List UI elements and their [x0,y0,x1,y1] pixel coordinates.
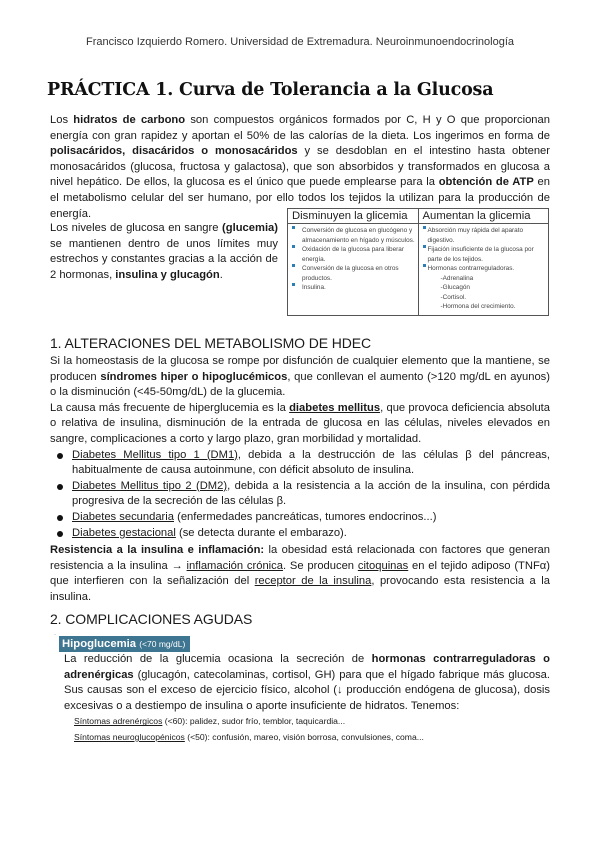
hypoglycemia-paragraph: La reducción de la glucemia ocasiona la secreción de hormonas contrarreguladoras o adrenérgicas (glucagón, catecolaminas, cortisol, GH) para que el hígado fabrique más glucosa. Sus causas son el exceso de ejercicio físico, alcohol (↓ producción endógena de glucosa), dosis excesivas o a destiempo de insulina o aporte insuficiente de hidratos. Tenemos: [64,653,550,712]
hypoglycemia-section [64,652,550,746]
list-item: Diabetes Mellitus tipo 1 (DM1), debida a la destrucción de las células β del páncreas, habitualmente de causa autoinmune, con déficit absoluto de insulina. [50,448,550,479]
list-item: Fijación insuficiente de la glucosa por parte de los tejidos. [423,245,547,264]
bullet-square-icon [423,226,426,229]
list-item: Diabetes Mellitus tipo 2 (DM2), debida a la resistencia a la acción de la insulina, con pérdida progresiva de la secreción de las células β. [50,479,550,510]
intro-paragraph: Los hidratos de carbono son compuestos orgánicos formados por C, H y O que proporcionan energía con gran rapidez y aportan el 50% de las calorías de la dieta. Los ingerimos en forma de polisacáridos, disacáridos o monosacáridos y se desdoblan en el intestino hasta obtener monosacáridos (glucosa, fructosa y galactosa), que son absorbidos y transformados en glucosa a nivel hepático. De ellos, la glucosa es el único que puede emplearse para la obtención de ATP en el metabolismo celular del ser humano, por ello todos los tejidos la utilizan para la producción de energía. [50,114,550,220]
list-item: Diabetes secundaria (enfermedades pancreáticas, tumores endocrinos...) [50,510,550,526]
bullet-square-icon [292,283,295,286]
hyper-hypo-paragraph: Si la homeostasis de la glucosa se rompe por disfunción de cualquier elemento que la mantiene, se producen síndromes hiper o hipoglucémicos, que conllevan el aumento (>120 mg/dL en ayunos) o la disminución (<45-50mg/dL) de la glucemia. [50,355,550,399]
table-header-increase: Aumentan la glicemia [418,209,549,224]
hypoglycemia-badge: Hipoglucemia (<70 mg/dL) [59,636,190,652]
sub-item: -Adrenalina [440,274,474,282]
table-cell-decrease [288,224,419,316]
list-item: Hormonas contrarreguladoras. [423,264,547,274]
section-2-heading: 2. COMPLICACIONES AGUDAS [50,611,253,627]
sub-item: -Glucagón [440,284,470,291]
tiny-mark: · [54,632,56,638]
list-item: Diabetes gestacional (se detecta durante el embarazo). [50,526,550,542]
list-item: Insulina. [292,283,416,293]
resistance-paragraph: Resistencia a la insulina e inflamación: la obesidad está relacionada con factores que generan resistencia a la insulina → inflamación crónica. Se producen citoquinas en el tejido adiposo (TNFα) que interfieren con la señalización del receptor de la insulina, provocando esta resistencia a la insulina. [50,544,550,603]
bullet-square-icon [292,264,295,267]
bullet-square-icon [423,264,426,267]
glycemia-table [287,208,549,316]
list-item: Conversión de glucosa en glucógeno y almacenamiento en hígado y músculos. [292,226,416,245]
sub-item: -Cortisol. [440,293,467,301]
table-header-decrease: Disminuyen la glicemia [288,209,419,224]
glucemia-paragraph: Los niveles de glucosa en sangre (glucemia) se mantienen dentro de unos límites muy estrechos y constantes gracias a la acción de 2 hormonas, insulina y glucagón. [50,222,278,281]
bullet-square-icon [423,245,426,248]
page-header: Francisco Izquierdo Romero. Universidad de Extremadura. Neuroinmunoendocrinología [86,36,514,48]
section-1-body [50,354,550,606]
neuroglycopenic-symptoms: Síntomas neuroglucopénicos (<50): confusión, mareo, visión borrosa, convulsiones, coma... [74,731,424,742]
bullet-square-icon [292,226,295,229]
list-item: Conversión de la glucosa en otros productos. [292,264,416,283]
bullet-square-icon [292,245,295,248]
list-item: Oxidación de la glucosa para liberar energía. [292,245,416,264]
diabetes-paragraph: La causa más frecuente de hiperglucemia es la diabetes mellitus, que provoca deficiencia absoluta o relativa de insulina, disminución de la entrada de glucosa en las células, niveles elevados en sangre, complicaciones a corto y largo plazo, gran morbilidad y mortalidad. [50,401,550,445]
adrenergic-symptoms: Síntomas adrenérgicos (<60): palidez, sudor frío, temblor, taquicardia... [74,716,346,727]
section-1-heading: 1. ALTERACIONES DEL METABOLISMO DE HDEC [50,335,372,351]
sub-item: -Hormona del crecimiento. [440,303,516,310]
table-cell-increase [418,224,549,316]
list-item: Absorción muy rápida del aparato digestivo. [423,226,547,245]
diabetes-types-list [50,448,550,542]
page-title: PRÁCTICA 1. Curva de Tolerancia a la Glucosa [47,80,494,100]
